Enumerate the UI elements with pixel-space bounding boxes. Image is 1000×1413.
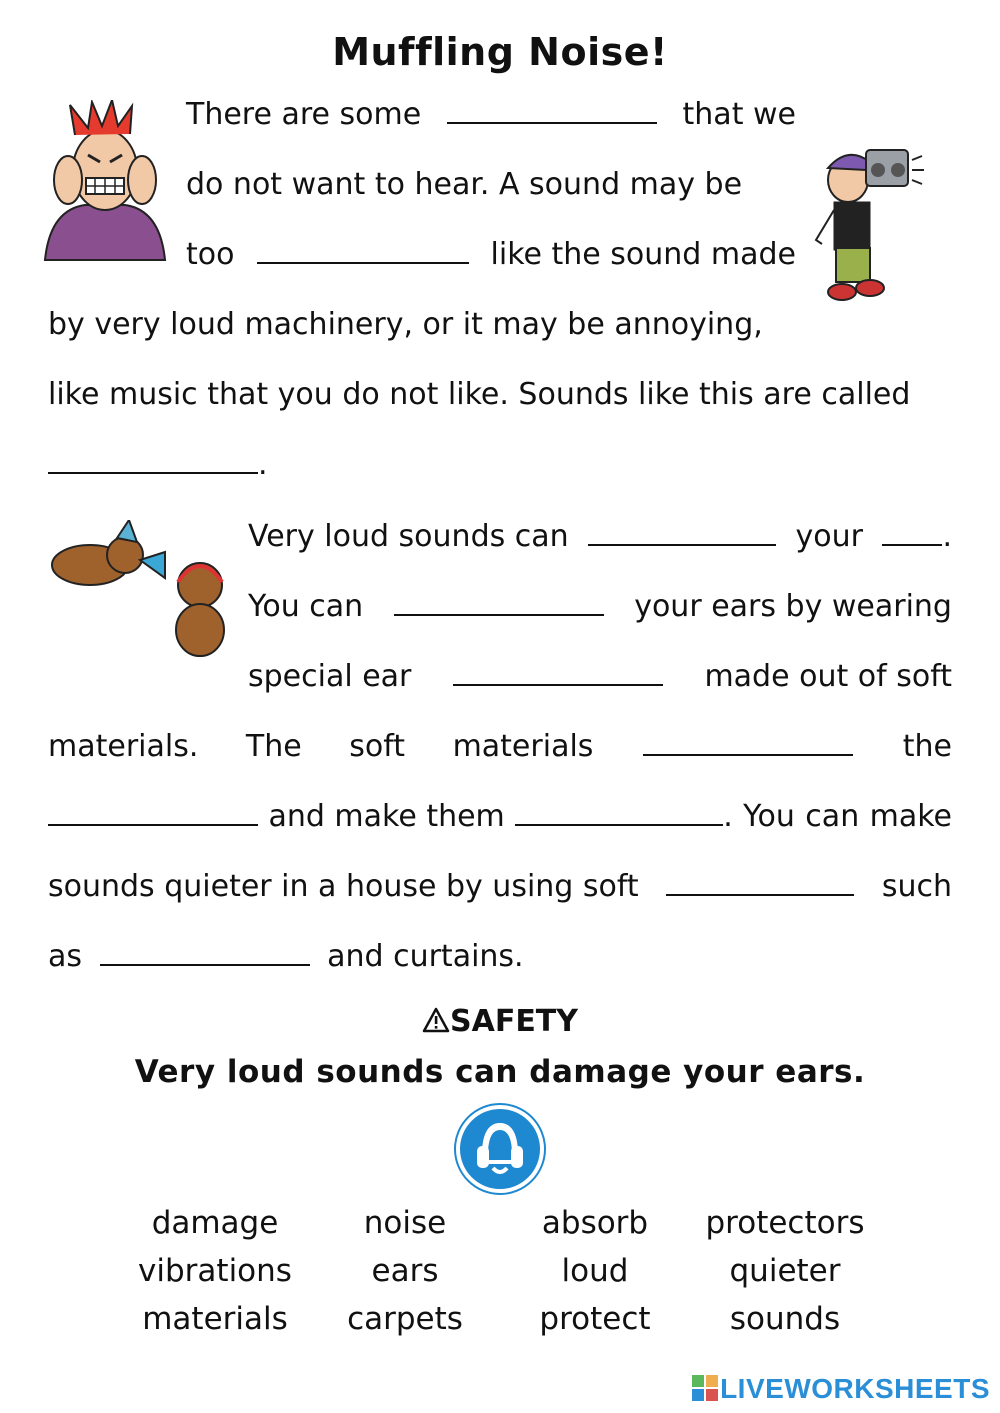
p2-line-3 [248,642,952,712]
p2-line-1 [248,502,952,572]
answer-blank[interactable] [882,517,942,546]
text-segment: . You can make [723,799,952,834]
text-segment: that we [682,97,796,132]
word-bank-item[interactable]: quieter [729,1253,841,1289]
answer-blank[interactable] [453,657,663,686]
text-segment: . [942,519,952,554]
p1-line-4 [48,290,796,360]
text-segment: too [186,237,235,272]
word-bank-item[interactable]: vibrations [138,1253,292,1289]
answer-blank[interactable] [515,797,723,826]
text-segment: and curtains. [327,939,524,974]
text-segment: the [902,729,952,764]
text-segment: like music that you do not like. Sounds like this are called [48,377,911,412]
safety-message: Very loud sounds can damage your ears. [134,1054,866,1090]
answer-blank[interactable] [666,867,854,896]
p1-line-2 [186,150,796,220]
p1-line-6 [48,430,952,500]
text-segment: your [795,519,864,554]
word-bank [120,1200,880,1342]
text-segment: Very loud sounds can [248,519,569,554]
answer-blank[interactable] [447,95,657,124]
word-bank-item[interactable]: ears [371,1253,439,1289]
word-bank-item[interactable]: protect [539,1301,651,1337]
text-segment: like the sound made [490,237,796,272]
warning-icon [422,1007,450,1033]
word-bank-item[interactable]: absorb [541,1205,649,1241]
text-segment: There are some [186,97,422,132]
safety-heading [0,1004,1000,1039]
p2-line-4 [48,712,952,782]
p2-line-7 [48,922,952,992]
answer-blank[interactable] [394,587,604,616]
liveworksheets-logo-icon [692,1375,718,1401]
text-segment: do not want to hear. A sound may be [186,167,743,202]
answer-blank[interactable] [588,517,776,546]
text-segment: your ears by wearing [634,589,952,624]
text-segment: You can [248,589,364,624]
safety-title-text: SAFETY [450,1004,578,1039]
text-segment: materials. The soft materials [48,729,594,764]
text-segment: as [48,939,83,974]
answer-blank[interactable] [643,727,853,756]
ear-protection-sign-icon [453,1102,547,1196]
p1-line-3 [186,220,796,290]
answer-blank[interactable] [257,235,469,264]
p2-line-5 [48,782,952,852]
text-segment: and make them [268,799,505,834]
liveworksheets-logo [692,1373,990,1405]
answer-blank[interactable] [100,937,310,966]
paragraph-2 [48,502,952,992]
text-segment: made out of soft [704,659,952,694]
p2-line-6 [48,852,952,922]
brand-text: LIVEWORKSHEETS [720,1373,990,1404]
text-segment: such [881,869,952,904]
word-bank-item[interactable]: protectors [705,1205,865,1241]
word-bank-item[interactable]: carpets [347,1301,463,1337]
text-segment: special ear [248,659,412,694]
text-segment: by very loud machinery, or it may be annoying, [48,307,763,342]
word-bank-item[interactable]: damage [151,1205,279,1241]
answer-blank[interactable] [48,797,258,826]
text-segment: sounds quieter in a house by using soft [48,869,639,904]
word-bank-item[interactable]: materials [142,1301,288,1337]
p1-line-1 [186,80,796,150]
word-bank-item[interactable]: sounds [729,1301,841,1337]
answer-blank[interactable] [48,445,258,474]
p1-line-5 [48,360,952,430]
text-segment: . [258,447,268,482]
word-bank-item[interactable]: loud [561,1253,629,1289]
word-bank-item[interactable]: noise [363,1205,447,1241]
paragraph-1 [48,80,952,500]
page-title: Muffling Noise! [332,30,668,74]
p2-line-2 [248,572,952,642]
